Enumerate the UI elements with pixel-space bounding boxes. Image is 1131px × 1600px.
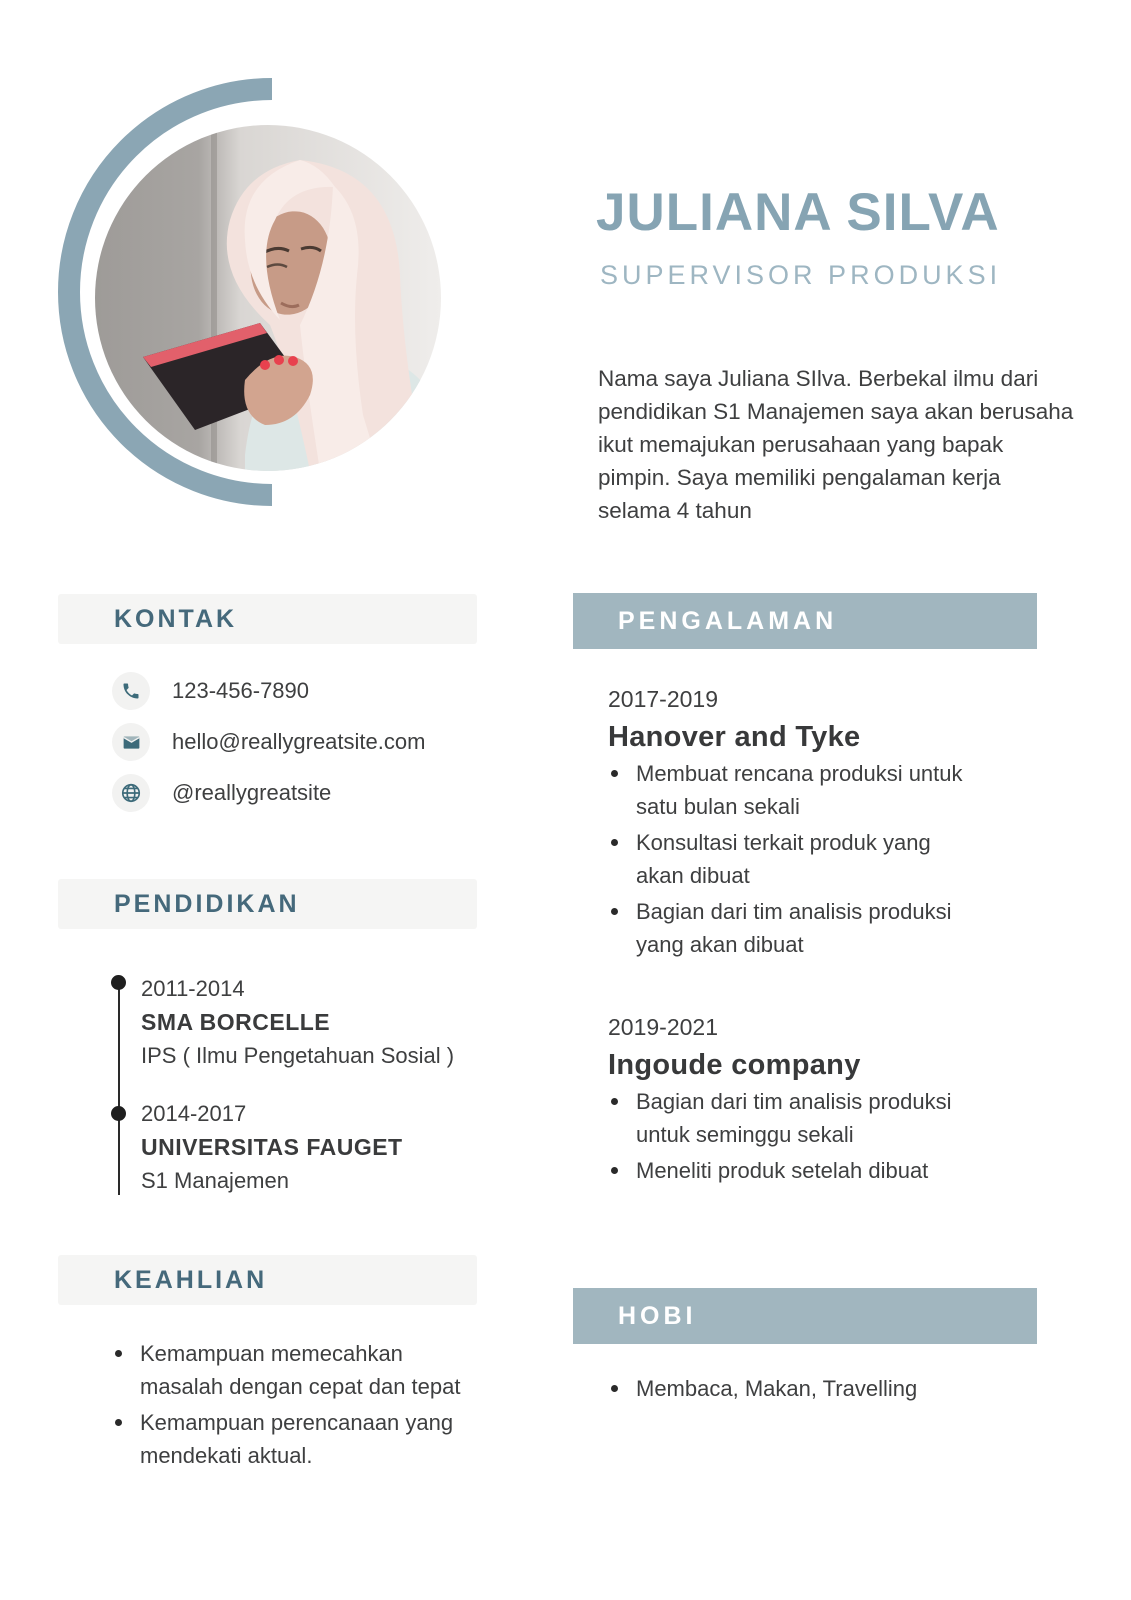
experience-bullet: Bagian dari tim analisis produksi untuk seminggu sekali xyxy=(608,1085,968,1151)
section-header-hobi xyxy=(573,1288,1037,1344)
hobby-list xyxy=(608,1372,1008,1408)
contact-row-website xyxy=(112,774,425,812)
hobby-item: Membaca, Makan, Travelling xyxy=(608,1372,1008,1405)
phone-icon xyxy=(112,672,150,710)
education-entry xyxy=(141,1097,501,1197)
experience-bullet: Bagian dari tim analisis produksi yang akan dibuat xyxy=(608,895,968,961)
contact-row-phone xyxy=(112,672,425,710)
education-years: 2014-2017 xyxy=(141,1101,247,1126)
section-header-kontak xyxy=(58,594,477,644)
globe-icon xyxy=(112,774,150,812)
experience-bullet: Konsultasi terkait produk yang akan dibuat xyxy=(608,826,968,892)
section-title-hobi: HOBI xyxy=(618,1302,697,1330)
contact-row-email xyxy=(112,723,425,761)
experience-entry xyxy=(608,1011,1018,1190)
section-title-pengalaman: PENGALAMAN xyxy=(618,607,838,635)
skill-item: Kemampuan perencanaan yang mendekati aktual. xyxy=(112,1406,464,1472)
section-title-keahlian: KEAHLIAN xyxy=(114,1266,268,1294)
experience-company: Ingoude company xyxy=(608,1049,861,1081)
profile-photo xyxy=(95,125,441,471)
experience-bullet-list xyxy=(608,1085,968,1187)
experience-bullet-list xyxy=(608,757,968,961)
about-paragraph: Nama saya Juliana SIlva. Berbekal ilmu dari pendidikan S1 Manajemen saya akan berusaha ikut memajukan perusahaan yang bapak pimpin. Saya memiliki pengalaman kerja selama 4 tahun xyxy=(598,366,1074,523)
education-timeline-line xyxy=(118,982,120,1195)
education-detail: IPS ( Ilmu Pengetahuan Sosial ) xyxy=(141,1043,455,1068)
education-timeline-dot xyxy=(111,975,126,990)
experience-bullet: Meneliti produk setelah dibuat xyxy=(608,1154,968,1187)
contact-website-value: @reallygreatsite xyxy=(172,780,332,805)
experience-entry xyxy=(608,683,1018,964)
job-title: SUPERVISOR PRODUKSI xyxy=(600,260,1002,290)
education-detail: S1 Manajemen xyxy=(141,1168,289,1193)
section-header-pendidikan xyxy=(58,879,477,929)
skills-list xyxy=(112,1337,464,1475)
experience-years: 2019-2021 xyxy=(608,1014,718,1040)
section-header-keahlian xyxy=(58,1255,477,1305)
education-timeline-dot xyxy=(111,1106,126,1121)
contact-email-value: hello@reallygreatsite.com xyxy=(172,729,426,754)
section-header-pengalaman xyxy=(573,593,1037,649)
education-years: 2011-2014 xyxy=(141,976,245,1001)
education-school: SMA BORCELLE xyxy=(141,1009,331,1035)
person-name: JULIANA SILVA xyxy=(596,183,1000,242)
section-title-kontak: KONTAK xyxy=(114,605,238,633)
skill-item: Kemampuan memecahkan masalah dengan cepat dan tepat xyxy=(112,1337,464,1403)
section-title-pendidikan: PENDIDIKAN xyxy=(114,890,300,918)
experience-company: Hanover and Tyke xyxy=(608,721,861,753)
envelope-icon xyxy=(112,723,150,761)
contact-phone-value: 123-456-7890 xyxy=(172,678,310,703)
education-entry xyxy=(141,972,501,1072)
contact-list xyxy=(112,672,425,812)
education-school: UNIVERSITAS FAUGET xyxy=(141,1134,403,1160)
experience-bullet: Membuat rencana produksi untuk satu bulan sekali xyxy=(608,757,968,823)
experience-years: 2017-2019 xyxy=(608,686,718,712)
